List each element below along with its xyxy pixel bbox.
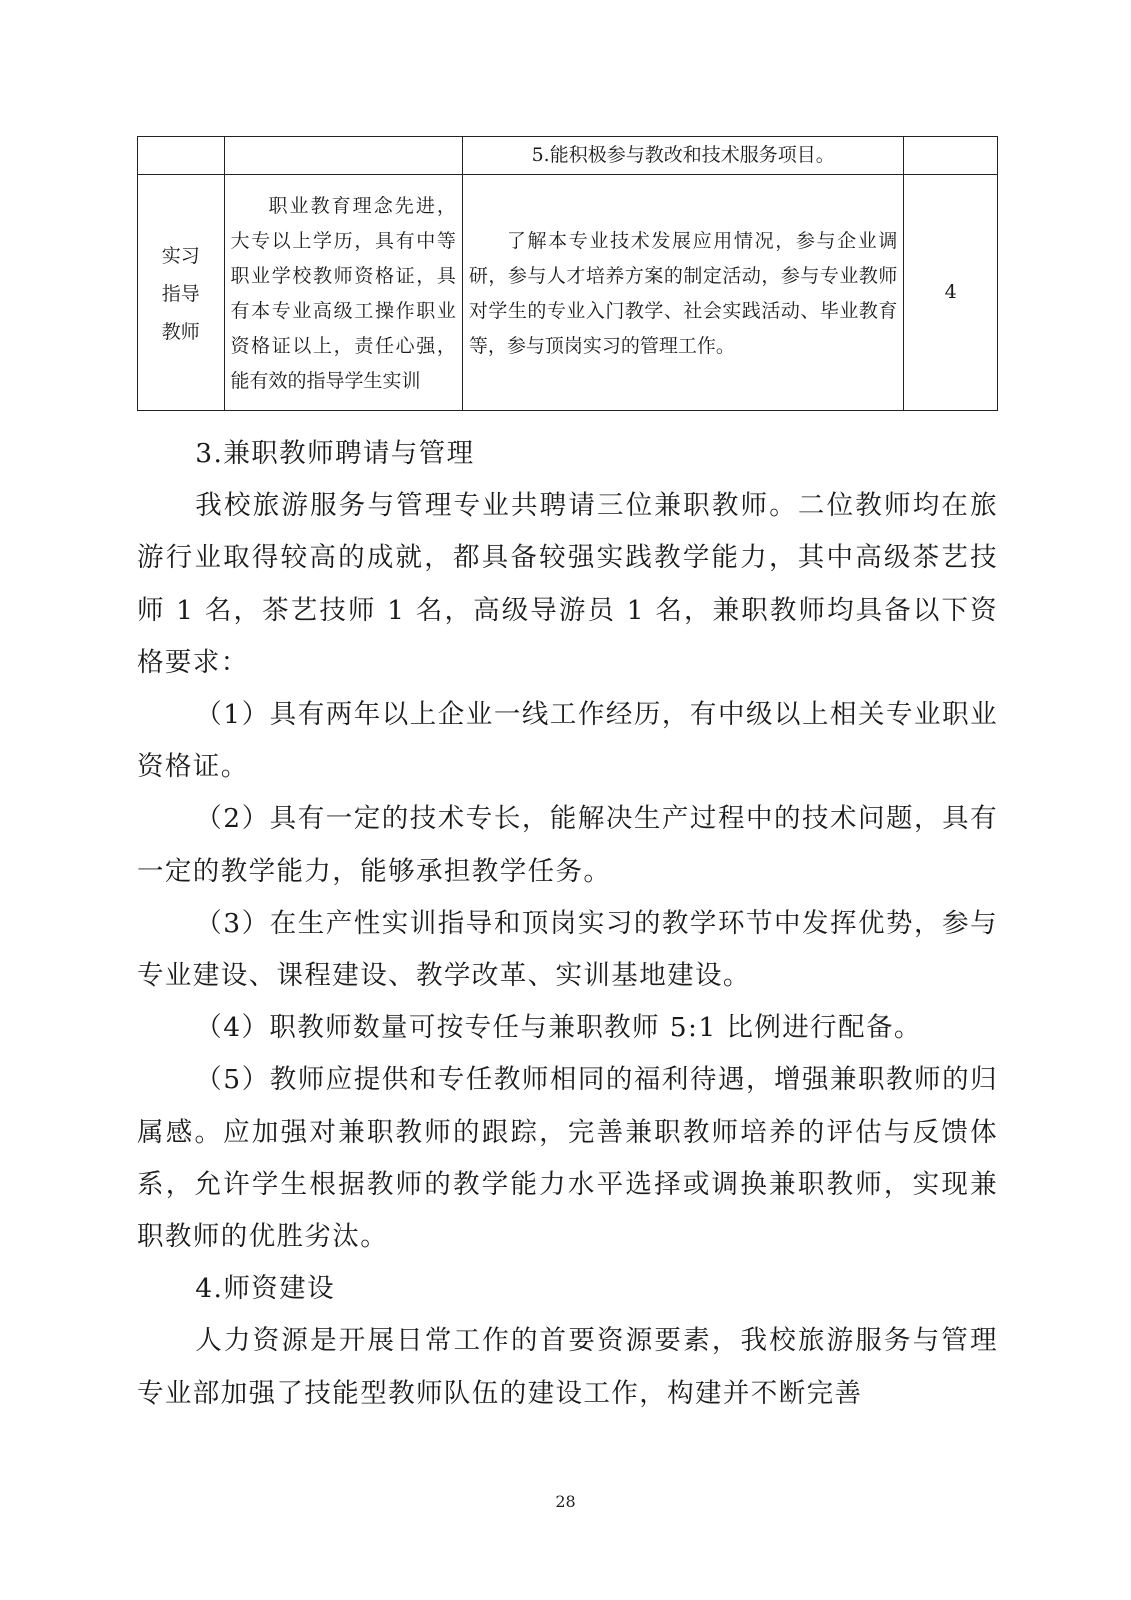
table-cell-count: 4 — [904, 175, 998, 411]
page-number: 28 — [555, 1492, 576, 1511]
table-cell-duties: 了解本专业技术发展应用情况，参与企业调研，参与人才培养方案的制定活动，参与专业教师对学生的专业入门教学、社会实践活动、毕业教育等，参与顶岗实习的管理工作。 — [462, 175, 904, 411]
table-row — [138, 175, 998, 411]
role-name-line: 实习 — [161, 244, 200, 267]
table-cell-role — [138, 175, 225, 411]
list-item: （5）教师应提供和专任教师相同的福利待遇，增强兼职教师的归属感。应加强对兼职教师的跟踪，完善兼职教师培养的评估与反馈体系，允许学生根据教师的教学能力水平选择或调换兼职教师，实现兼职教师的优胜劣汰。 — [137, 1064, 998, 1253]
section-heading: 3.兼职教师聘请与管理 — [195, 438, 475, 469]
list-item: （1）具有两年以上企业一线工作经历，有中级以上相关专业职业资格证。 — [137, 699, 998, 783]
table-cell-qualification — [224, 137, 462, 175]
table-row — [138, 137, 998, 175]
role-name-line: 指导 — [161, 282, 200, 305]
paragraph: 我校旅游服务与管理专业共聘请三位兼职教师。二位教师均在旅游行业取得较高的成就，都具备较强实践教学能力，其中高级茶艺技师 1 名，茶艺技师 1 名，高级导游员 1 名，兼职教师均具备以下资格要求： — [137, 490, 998, 678]
list-item: （3）在生产性实训指导和顶岗实习的教学环节中发挥优势，参与专业建设、课程建设、教学改革、实训基地建设。 — [137, 907, 998, 992]
table-cell-count — [904, 137, 998, 175]
paragraph: 人力资源是开展日常工作的首要资源要素，我校旅游服务与管理专业部加强了技能型教师队伍的建设工作，构建并不断完善 — [137, 1325, 998, 1409]
list-item: （2）具有一定的技术专长，能解决生产过程中的技术问题，具有一定的教学能力，能够承担教学任务。 — [137, 803, 998, 887]
body-text — [137, 428, 998, 1420]
role-name-line: 教师 — [161, 320, 200, 343]
table-cell-qualification: 职业教育理念先进，大专以上学历，具有中等职业学校教师资格证，具有本专业高级工操作职业资格证以上，责任心强， 能有效的指导学生实训 — [224, 175, 462, 411]
list-item: （4）职教师数量可按专任与兼职教师 5:1 比例进行配备。 — [195, 1012, 922, 1044]
table-cell-duties: 5.能积极参与教改和技术服务项目。 — [462, 137, 904, 175]
section-heading: 4.师资建设 — [195, 1273, 335, 1305]
table-cell-role — [138, 137, 225, 175]
teacher-roles-table — [137, 136, 998, 411]
